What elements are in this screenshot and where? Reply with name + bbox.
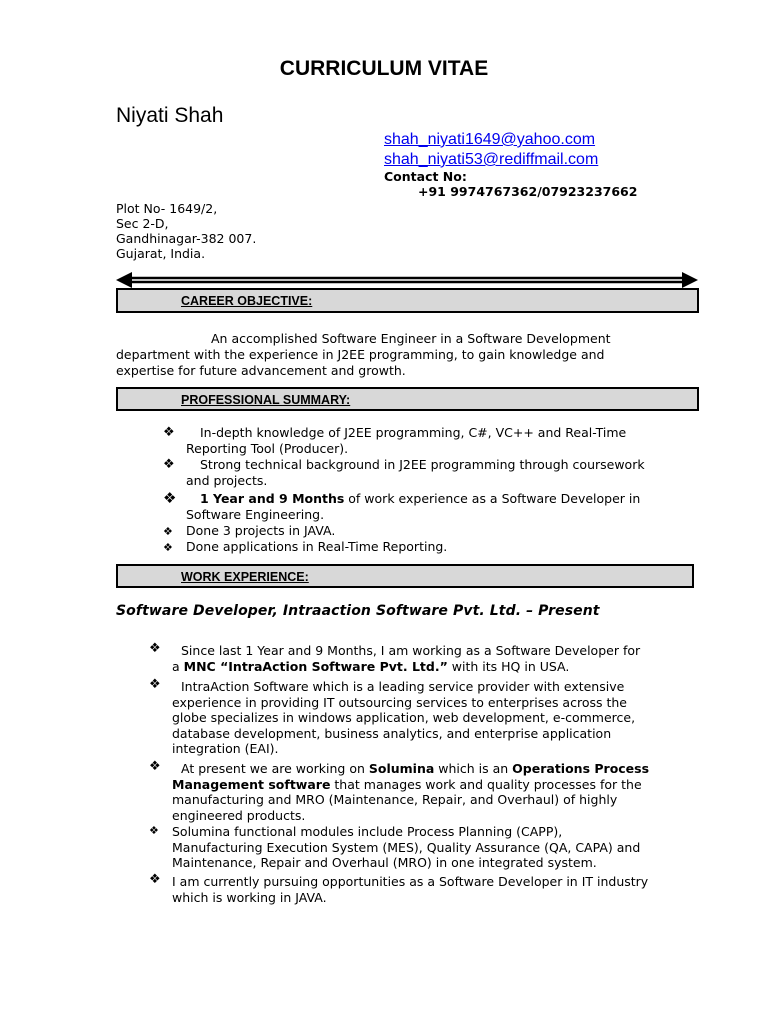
work-item-text: IntraAction Software which is a leading service provider with extensive [181, 679, 625, 694]
cv-title: CURRICULUM VITAE [279, 57, 489, 80]
bold-phrase: Solumina [368, 761, 435, 776]
bold-phrase: Operations Process [512, 761, 650, 776]
email-link-rediff[interactable]: shah_niyati53@rediffmail.com [384, 151, 599, 168]
work-item-text: I am currently pursuing opportunities as a Software Developer in IT industry [172, 874, 649, 889]
work-item-text: Manufacturing Execution System (MES), Quality Assurance (QA, CAPA) and [172, 840, 641, 855]
text-span: At present we are working on [181, 761, 369, 776]
professional-summary-header [116, 387, 699, 411]
section-title: CAREER OBJECTIVE: [181, 294, 313, 308]
diamond-bullet-icon: ❖ [149, 677, 161, 692]
candidate-name: Niyati Shah [116, 104, 224, 127]
contact-label: Contact No: [384, 169, 467, 184]
item-text: Software Engineering. [186, 507, 325, 522]
work-experience-header [116, 564, 694, 588]
text-span: that manages work and quality processes for the [330, 777, 642, 792]
work-item-text [181, 761, 649, 777]
list-item [163, 491, 683, 523]
text-span: of work experience as a Software Developer in [344, 491, 641, 506]
item-text: Strong technical background in J2EE programming through coursework [200, 457, 645, 472]
work-item-text: engineered products. [172, 808, 306, 823]
address-line: Sec 2-D, [116, 216, 169, 231]
work-item-text: experience in providing IT outsourcing services to enterprises across the [172, 695, 627, 710]
item-text: and projects. [186, 473, 268, 488]
item-text: Reporting Tool (Producer). [186, 441, 349, 456]
item-text [200, 491, 640, 507]
address-line: Plot No- 1649/2, [116, 201, 218, 216]
double-arrow-divider [116, 271, 698, 289]
address-line: Gandhinagar-382 007. [116, 231, 257, 246]
text-span: a [172, 659, 184, 674]
address-line: Gujarat, India. [116, 246, 206, 261]
work-item-text [172, 659, 569, 675]
work-item-text: Solumina functional modules include Process Planning (CAPP), [172, 824, 563, 839]
work-item-text: manufacturing and MRO (Maintenance, Repair, and Overhaul) of highly [172, 792, 618, 807]
work-item-text: database development, business analytics, and enterprise application [172, 726, 612, 741]
work-item-text: globe specializes in windows application, web development, e-commerce, [172, 710, 636, 725]
work-item-text: integration (EAI). [172, 741, 279, 756]
objective-line: An accomplished Software Engineer in a Software Development [211, 331, 611, 346]
work-item-text: which is working in JAVA. [172, 890, 327, 905]
diamond-bullet-icon: ❖ [149, 759, 161, 774]
email-link-yahoo[interactable]: shah_niyati1649@yahoo.com [384, 131, 596, 148]
list-item [163, 523, 683, 539]
diamond-bullet-icon: ❖ [163, 489, 177, 507]
text-span: with its HQ in USA. [447, 659, 570, 674]
objective-line: department with the experience in J2EE programming, to gain knowledge and [116, 347, 605, 362]
diamond-bullet-icon: ❖ [163, 525, 173, 538]
diamond-bullet-icon: ❖ [163, 457, 175, 472]
objective-line: expertise for future advancement and growth. [116, 363, 406, 378]
diamond-bullet-icon: ❖ [163, 425, 175, 440]
item-text: Done applications in Real-Time Reporting. [186, 539, 448, 554]
bold-phrase: Management software [172, 777, 331, 792]
list-item [163, 539, 683, 555]
contact-number: +91 9974767362/07923237662 [418, 184, 638, 199]
list-item [163, 457, 683, 491]
career-objective-header [116, 288, 699, 313]
text-span: which is an [434, 761, 513, 776]
work-item-text: Maintenance, Repair and Overhaul (MRO) in one integrated system. [172, 855, 597, 870]
job-title: Software Developer, Intraaction Software Pvt. Ltd. – Present [116, 603, 600, 619]
section-title: WORK EXPERIENCE: [181, 570, 309, 584]
summary-list [163, 425, 683, 555]
bold-phrase: 1 Year and 9 Months [200, 491, 345, 506]
section-title: PROFESSIONAL SUMMARY: [181, 393, 351, 407]
work-item-text [172, 777, 642, 793]
diamond-bullet-icon: ❖ [149, 824, 159, 837]
item-text: In-depth knowledge of J2EE programming, C#, VC++ and Real-Time [200, 425, 627, 440]
item-text: Done 3 projects in JAVA. [186, 523, 336, 538]
work-item-text: Since last 1 Year and 9 Months, I am working as a Software Developer for [181, 643, 641, 658]
diamond-bullet-icon: ❖ [149, 641, 161, 656]
bold-phrase: MNC “IntraAction Software Pvt. Ltd.” [183, 659, 448, 674]
list-item [163, 425, 683, 457]
diamond-bullet-icon: ❖ [163, 541, 173, 554]
diamond-bullet-icon: ❖ [149, 872, 161, 887]
